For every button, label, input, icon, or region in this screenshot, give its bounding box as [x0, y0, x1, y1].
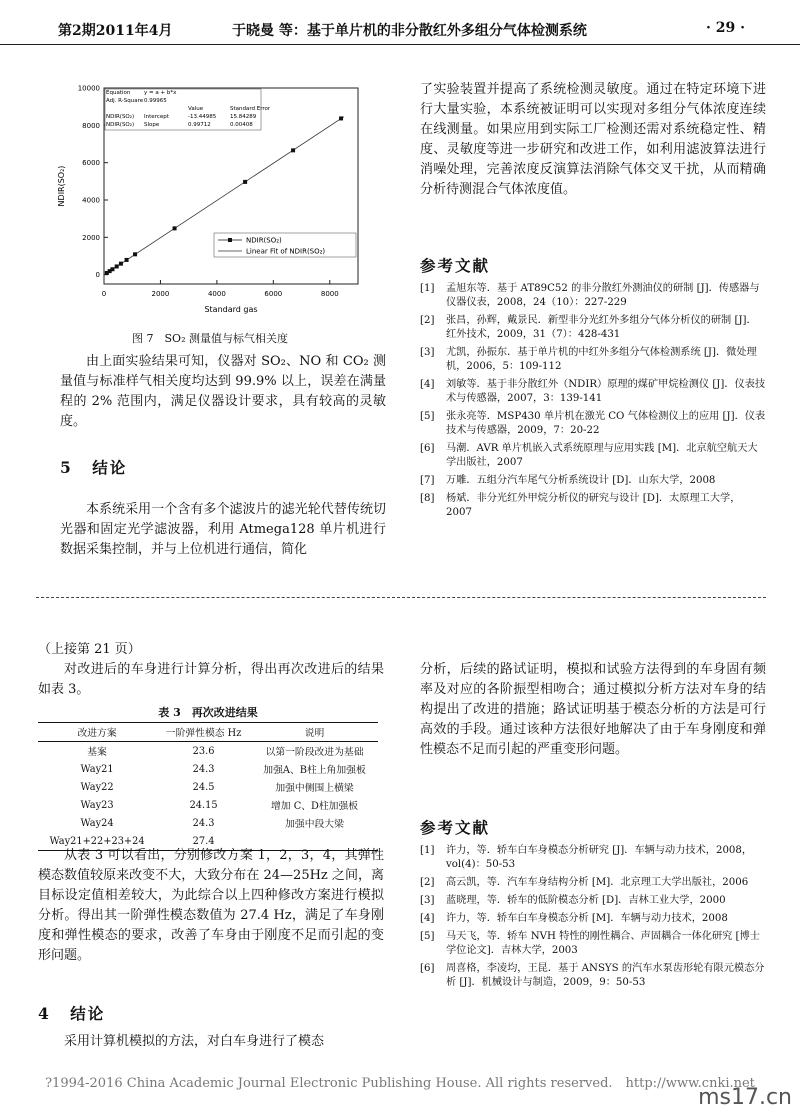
- paragraph: 由上面实验结果可知，仪器对 SO₂、NO 和 CO₂ 测量值与标准样气相关度均达到 99.9% 以上，误差在满量程的 2% 范围内，满足仪器设计要求，具有较高的灵敏度。: [60, 354, 386, 429]
- data-point: [173, 226, 177, 230]
- reference-number: [6]: [420, 443, 435, 454]
- lower-left-text-3: [38, 1032, 384, 1052]
- x-tick-label: 8000: [320, 290, 339, 298]
- reference-text: 许力，等．轿车白车身模态分析 [M]．车辆与动力技术，2008: [446, 913, 728, 924]
- so2-correlation-chart: [36, 58, 386, 328]
- reference-text: 马潮．AVR 单片机嵌入式系统原理与应用实践 [M]．北京航空航天大学出版社，2007: [446, 443, 758, 468]
- fit-stats-cell: y = a + b*x: [144, 90, 177, 96]
- fit-stats-cell: 0.99965: [144, 98, 167, 104]
- reference-item: [420, 346, 766, 374]
- table-cell: 基案: [87, 747, 107, 758]
- table-3: [38, 722, 378, 851]
- x-axis-label: Standard gas: [204, 305, 258, 314]
- lower-right-text: [420, 660, 766, 760]
- y-tick-label: 8000: [82, 121, 100, 130]
- fit-stats-cell: NDIR(SO₂): [106, 122, 135, 128]
- paragraph: 从表 3 可以看出，分别修改方案 1，2，3，4，其弹性模态数值较原来改变不大，大致分布在 24—25Hz 之间，离目标设定值相差较大，为此综合以上四种修改方案进行模拟分析。得出其一阶弹性模态数值为 27.4 Hz，满足了车身刚度和弹性模态的要求，改善了车身由于刚度不足而引起的变形问题。: [38, 848, 384, 963]
- section-4-heading: [38, 1002, 105, 1024]
- copyright-footer: ?1994-2016 China Academic Journal Electronic Publishing House. All rights reserved. http://www.cnki.net: [45, 1076, 755, 1091]
- reference-text: 刘敏等．基于非分散红外（NDIR）原理的煤矿甲烷检测仪 [J]．仪表技术与传感器，2007，3：139-141: [446, 379, 766, 404]
- reference-item: [420, 962, 766, 990]
- y-axis-label: NDIR(SO₂): [57, 165, 66, 207]
- reference-text: 张永亮等．MSP430 单片机在激光 CO 气体检测仪上的应用 [J]．仪表技术与传感器，2009，7：20-22: [446, 411, 766, 436]
- lower-left-text-2: [38, 846, 384, 966]
- table-cell: 24.3: [192, 817, 215, 829]
- fit-stats-cell: 0.00408: [230, 122, 253, 128]
- reference-number: [2]: [420, 315, 435, 326]
- data-point: [339, 116, 343, 120]
- y-tick-label: 0: [95, 271, 100, 280]
- reference-item: [420, 492, 766, 520]
- table-row: [38, 760, 378, 778]
- table-cell: 增加 C、D柱加强板: [271, 801, 359, 812]
- table-cell: 23.6: [192, 745, 215, 757]
- data-point: [133, 252, 137, 256]
- x-tick-label: 4000: [207, 290, 226, 298]
- table-cell: 24.3: [192, 763, 215, 775]
- upper-left-text-1: [60, 352, 386, 432]
- column-header: 一阶弹性模态 Hz: [156, 723, 251, 742]
- reference-number: [4]: [420, 379, 435, 390]
- table-cell: 加强中段大梁: [285, 819, 344, 830]
- fit-stats-cell: Value: [188, 106, 204, 112]
- y-tick-label: 10000: [77, 84, 100, 93]
- page-number: · 29 ·: [706, 20, 745, 36]
- fit-stats-cell: -13.44985: [188, 114, 217, 120]
- reference-text: 孟旭东等．基于 AT89C52 的非分散红外测油仪的研制 [J]．传感器与仪器仪表，2008，24（10）：227-229: [446, 283, 760, 308]
- reference-number: [4]: [420, 913, 435, 924]
- figure-7: [36, 58, 386, 328]
- data-point: [110, 267, 114, 271]
- y-tick-label: 2000: [82, 233, 100, 242]
- table-cell: 加强中侧围上横梁: [275, 783, 354, 794]
- lower-left-text-1: [38, 660, 384, 700]
- reference-number: [1]: [420, 283, 435, 294]
- table-cell: 加强A、B柱上角加强板: [263, 765, 366, 776]
- reference-item: [420, 912, 766, 926]
- section-5-heading: [60, 456, 127, 478]
- table-cell: Way21: [80, 763, 114, 775]
- paragraph: 对改进后的车身进行计算分析，得出再次改进后的结果如表 3。: [38, 662, 384, 697]
- x-tick-label: 6000: [264, 290, 283, 298]
- x-tick-label: 0: [101, 290, 107, 298]
- reference-text: 周喜格，李凌均，王昆．基于 ANSYS 的汽车水泵齿形轮有限元模态分析 [J]．机械设计与制造，2009，9：50-53: [446, 963, 765, 988]
- reference-text: 张昌，孙辉，戴景民．新型非分光红外多组分气体分析仪的研制 [J]．红外技术，2009，31（7）：428-431: [446, 315, 757, 340]
- data-point: [115, 264, 119, 268]
- section-number: 5: [60, 458, 73, 477]
- reference-item: [420, 930, 766, 958]
- reference-number: [3]: [420, 347, 435, 358]
- legend-label: NDIR(SO₂): [246, 236, 282, 245]
- table-cell: 24.5: [192, 781, 215, 793]
- references-heading-upper: 参考文献: [420, 256, 491, 275]
- reference-item: [420, 876, 766, 890]
- fit-stats-cell: NDIR(SO₂): [106, 114, 135, 120]
- y-tick-label: 6000: [82, 159, 100, 168]
- reference-number: [5]: [420, 411, 435, 422]
- section-number: 4: [38, 1004, 51, 1023]
- reference-text: 杨斌．非分光红外甲烷分析仪的研究与设计 [D]．太原理工大学，2007: [446, 493, 741, 518]
- reference-item: [420, 378, 766, 406]
- watermark: ms17.cn: [698, 1085, 792, 1110]
- column-header: 改进方案: [38, 723, 156, 742]
- upper-right-text: [420, 80, 766, 200]
- table-cell: 24.15: [189, 799, 218, 811]
- x-tick-label: 2000: [151, 290, 170, 298]
- reference-number: [2]: [420, 877, 435, 888]
- issue-info: 第2期2011年4月: [58, 23, 173, 39]
- reference-text: 许力，等．轿车白车身模态分析研究 [J]．车辆与动力技术，2008，vol(4)：50-53: [446, 845, 753, 870]
- fit-stats-cell: Standard Error: [230, 106, 271, 112]
- table-cell: Way24: [80, 817, 114, 829]
- reference-item: [420, 844, 766, 872]
- fit-stats-cell: Equation: [106, 90, 131, 96]
- reference-number: [3]: [420, 895, 435, 906]
- legend-marker-point: [228, 238, 232, 242]
- fit-stats-cell: Intercept: [144, 114, 169, 120]
- section-title: 结论: [70, 1004, 106, 1023]
- data-point: [291, 148, 295, 152]
- upper-left-text-2: [60, 500, 386, 560]
- section-title: 结论: [92, 458, 128, 477]
- reference-number: [1]: [420, 845, 435, 856]
- table-cell: 以第一阶段改进为基础: [265, 747, 364, 758]
- reference-number: [5]: [420, 931, 435, 942]
- table-cell: 27.4: [156, 832, 251, 851]
- reference-text: 蓝晓理，等．轿车的低阶模态分析 [D]．吉林工业大学，2000: [446, 895, 726, 906]
- table-row: [38, 814, 378, 832]
- legend-label: Linear Fit of NDIR(SO₂): [246, 247, 326, 256]
- reference-item: [420, 314, 766, 342]
- table-cell: Way22: [80, 781, 114, 793]
- column-header: 说明: [251, 723, 378, 742]
- y-tick-label: 4000: [82, 196, 100, 205]
- reference-item: [420, 474, 766, 488]
- fit-stats-cell: Slope: [144, 122, 160, 128]
- running-header: [0, 0, 800, 45]
- reference-number: [6]: [420, 963, 435, 974]
- reference-text: 万雕．五组分汽车尾气分析系统设计 [D]．山东大学，2008: [446, 475, 716, 486]
- references-heading-lower: 参考文献: [420, 818, 491, 837]
- data-point: [119, 262, 123, 266]
- reference-number: [8]: [420, 493, 435, 504]
- table-row: [38, 778, 378, 796]
- fit-stats-cell: 15.84289: [230, 114, 257, 120]
- data-point: [243, 180, 247, 184]
- reference-item: [420, 282, 766, 310]
- reference-number: [7]: [420, 475, 435, 486]
- continued-note: （上接第 21 页）: [38, 642, 141, 657]
- running-title: 于晓曼 等：基于单片机的非分散红外多组分气体检测系统: [232, 23, 587, 39]
- paragraph: 本系统采用一个含有多个滤波片的滤光轮代替传统切光器和固定光学滤波器，利用 Atmega128 单片机进行数据采集控制，并与上位机进行通信，简化: [60, 502, 386, 557]
- references-list-lower: [420, 844, 766, 994]
- section-divider: [36, 597, 766, 598]
- reference-text: 尤凯，孙振东．基于单片机的中红外多组分气体检测系统 [J]．微处理机，2006，5：109-112: [446, 347, 757, 372]
- paragraph: 分析，后续的路试证明，模拟和试验方法得到的车身固有频率及对应的各阶振型相吻合；通过模拟分析方法对车身的结构提出了改进的措施；路试证明基于模态分析的方法是可行高效的手段。通过该种方法很好地解决了由于车身刚度和弹性模态不足而引起的严重变形问题。: [420, 662, 766, 757]
- reference-text: 马天飞，等．轿车 NVH 特性的刚性耦合、声固耦合一体化研究 [博士学位论文]．吉林大学，2003: [446, 931, 760, 956]
- data-point: [125, 258, 129, 262]
- paragraph: 了实验装置并提高了系统检测灵敏度。通过在特定环境下进行大量实验，本系统被证明可以实现对多组分气体浓度连续在线测量。如果应用到实际工厂检测还需对系统稳定性、精度、灵敏度等进一步研究和改进工作，如利用滤波算法进行消噪处理，完善浓度反演算法消除气体交叉干扰，从而精确分析待测混合气体浓度值。: [420, 82, 766, 197]
- paragraph: 采用计算机模拟的方法，对白车身进行了模态: [64, 1034, 325, 1049]
- fit-stats-cell: 0.99712: [188, 122, 211, 128]
- table-cell: Way21+22+23+24: [38, 832, 156, 851]
- reference-item: [420, 894, 766, 908]
- reference-text: 高云凯，等．汽车车身结构分析 [M]．北京理工大学出版社，2006: [446, 877, 749, 888]
- fit-stats-cell: Adj. R-Square: [106, 98, 144, 104]
- table-row: [38, 742, 378, 761]
- table-3-title: 表 3 再次改进结果: [158, 706, 258, 719]
- table-header-row: [38, 723, 378, 742]
- table-cell: Way23: [80, 799, 114, 811]
- references-list-upper: [420, 282, 766, 524]
- table-row: [38, 796, 378, 814]
- reference-item: [420, 442, 766, 470]
- figure-7-caption: 图 7 SO₂ 测量值与标气相关度: [132, 332, 288, 345]
- reference-item: [420, 410, 766, 438]
